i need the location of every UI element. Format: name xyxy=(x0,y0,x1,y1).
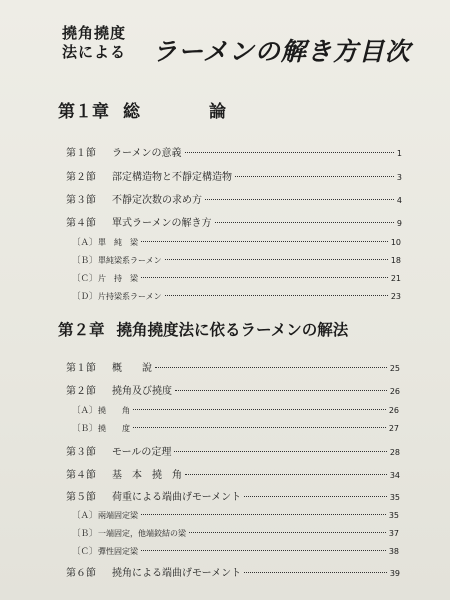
page-number: 23 xyxy=(390,292,401,301)
leader-dots xyxy=(235,176,394,177)
leader-dots xyxy=(244,496,387,497)
section-label: 第４節 xyxy=(66,470,96,481)
title-prefix-line2: 法による xyxy=(62,43,127,61)
subsection-label: 〔Ｂ〕 xyxy=(72,256,98,266)
page-number: 26 xyxy=(389,387,400,396)
toc-subentry xyxy=(66,272,401,284)
toc-subentry xyxy=(66,509,399,521)
entry-title: 概 說 xyxy=(112,363,152,374)
leader-dots xyxy=(185,474,387,475)
page-number: 35 xyxy=(389,493,400,502)
page-number: 35 xyxy=(388,511,399,520)
toc-subentry xyxy=(66,404,399,416)
title-prefix xyxy=(62,24,140,62)
entry-title: 單純梁系ラーメン xyxy=(98,256,162,265)
entry-title: ラーメンの意義 xyxy=(112,148,182,159)
toc-header xyxy=(60,20,420,80)
entry-title: 撓 度 xyxy=(98,424,130,433)
chapter-title: 撓角撓度法に依るラーメンの解法 xyxy=(116,320,349,339)
toc-entry xyxy=(66,382,400,397)
chapter-title: 総 論 xyxy=(123,102,252,122)
leader-dots xyxy=(175,390,387,391)
toc-subentry xyxy=(66,290,401,302)
toc-entry xyxy=(66,168,402,183)
subsection-label: 〔Ｃ〕 xyxy=(72,274,98,284)
toc-subentry xyxy=(66,422,399,434)
entry-title: 撓 角 xyxy=(98,406,130,415)
page-number: 34 xyxy=(389,471,400,480)
page-number: 39 xyxy=(389,569,400,578)
subsection-label: 〔Ｃ〕 xyxy=(72,547,98,557)
leader-dots xyxy=(174,451,386,452)
page-number: 37 xyxy=(388,529,399,538)
section-label: 第２節 xyxy=(66,172,96,183)
page-number: 25 xyxy=(389,364,400,373)
entry-title: 單式ラーメンの解き方 xyxy=(112,218,212,229)
leader-dots xyxy=(133,409,386,410)
chapter-number: 第２章 xyxy=(58,320,105,339)
toc-entry xyxy=(66,466,400,481)
toc-entry xyxy=(66,214,402,229)
entry-title: 片持梁系ラーメン xyxy=(98,292,162,301)
leader-dots xyxy=(155,367,387,368)
section-label: 第１節 xyxy=(66,363,96,374)
leader-dots xyxy=(205,199,394,200)
section-label: 第１節 xyxy=(66,148,96,159)
page-number: 4 xyxy=(396,196,402,205)
entry-title: 撓角による端曲げモーメント xyxy=(112,568,242,579)
page-number: 1 xyxy=(396,149,402,158)
toc-subentry xyxy=(66,236,401,248)
toc-subentry xyxy=(66,545,399,557)
section-label: 第６節 xyxy=(66,568,96,579)
leader-dots xyxy=(165,295,388,296)
page-number: 10 xyxy=(390,238,401,247)
section-label: 第３節 xyxy=(66,195,96,206)
subsection-label: 〔Ｂ〕 xyxy=(72,529,98,539)
entry-title: 基 本 撓 角 xyxy=(112,470,182,481)
toc-entry xyxy=(66,488,400,503)
chapter-heading xyxy=(58,97,252,122)
entry-title: 單 純 梁 xyxy=(98,238,138,247)
leader-dots xyxy=(165,259,388,260)
title-prefix-line1: 撓角撓度 xyxy=(62,24,127,42)
toc-entry xyxy=(66,144,402,159)
entry-title: 不靜定次数の求め方 xyxy=(112,195,202,206)
entry-title: 荷重による端曲げモーメント xyxy=(112,492,242,503)
leader-dots xyxy=(189,532,386,533)
entry-title: 彈性固定梁 xyxy=(98,547,138,556)
book-title: ラーメンの解き方目次 xyxy=(152,37,411,66)
leader-dots xyxy=(215,222,394,223)
page-number: 18 xyxy=(390,256,401,265)
chapter-number: 第１章 xyxy=(58,102,109,122)
page-number: 38 xyxy=(388,547,399,556)
leader-dots xyxy=(141,277,388,278)
entry-title: 部定構造物と不靜定構造物 xyxy=(112,172,232,183)
leader-dots xyxy=(244,572,387,573)
subsection-label: 〔Ａ〕 xyxy=(72,511,98,521)
subsection-label: 〔Ｄ〕 xyxy=(72,292,98,302)
toc-entry xyxy=(66,564,400,579)
subsection-label: 〔Ａ〕 xyxy=(72,238,98,248)
page-number: 3 xyxy=(396,173,402,182)
entry-title: 撓角及び撓度 xyxy=(112,386,172,397)
entry-title: モールの定理 xyxy=(112,447,172,458)
chapter-heading xyxy=(58,318,348,340)
section-label: 第５節 xyxy=(66,492,96,503)
page-number: 21 xyxy=(390,274,401,283)
page-number: 9 xyxy=(396,219,402,228)
leader-dots xyxy=(141,241,388,242)
toc-entry xyxy=(66,191,402,206)
toc-entry xyxy=(66,443,400,458)
entry-title: 片 持 梁 xyxy=(98,274,138,283)
subsection-label: 〔Ａ〕 xyxy=(72,406,98,416)
page-number: 28 xyxy=(389,448,400,457)
entry-title: 兩端固定梁 xyxy=(98,511,138,520)
toc-entry xyxy=(66,359,400,374)
subsection-label: 〔Ｂ〕 xyxy=(72,424,98,434)
leader-dots xyxy=(141,514,386,515)
section-label: 第２節 xyxy=(66,386,96,397)
leader-dots xyxy=(141,550,386,551)
leader-dots xyxy=(185,152,394,153)
entry-title: 一端固定，他端鉸結の梁 xyxy=(98,529,186,538)
section-label: 第３節 xyxy=(66,447,96,458)
leader-dots xyxy=(133,427,386,428)
toc-subentry xyxy=(66,254,401,266)
page-number: 26 xyxy=(388,406,399,415)
toc-subentry xyxy=(66,527,399,539)
page-number: 27 xyxy=(388,424,399,433)
section-label: 第４節 xyxy=(66,218,96,229)
